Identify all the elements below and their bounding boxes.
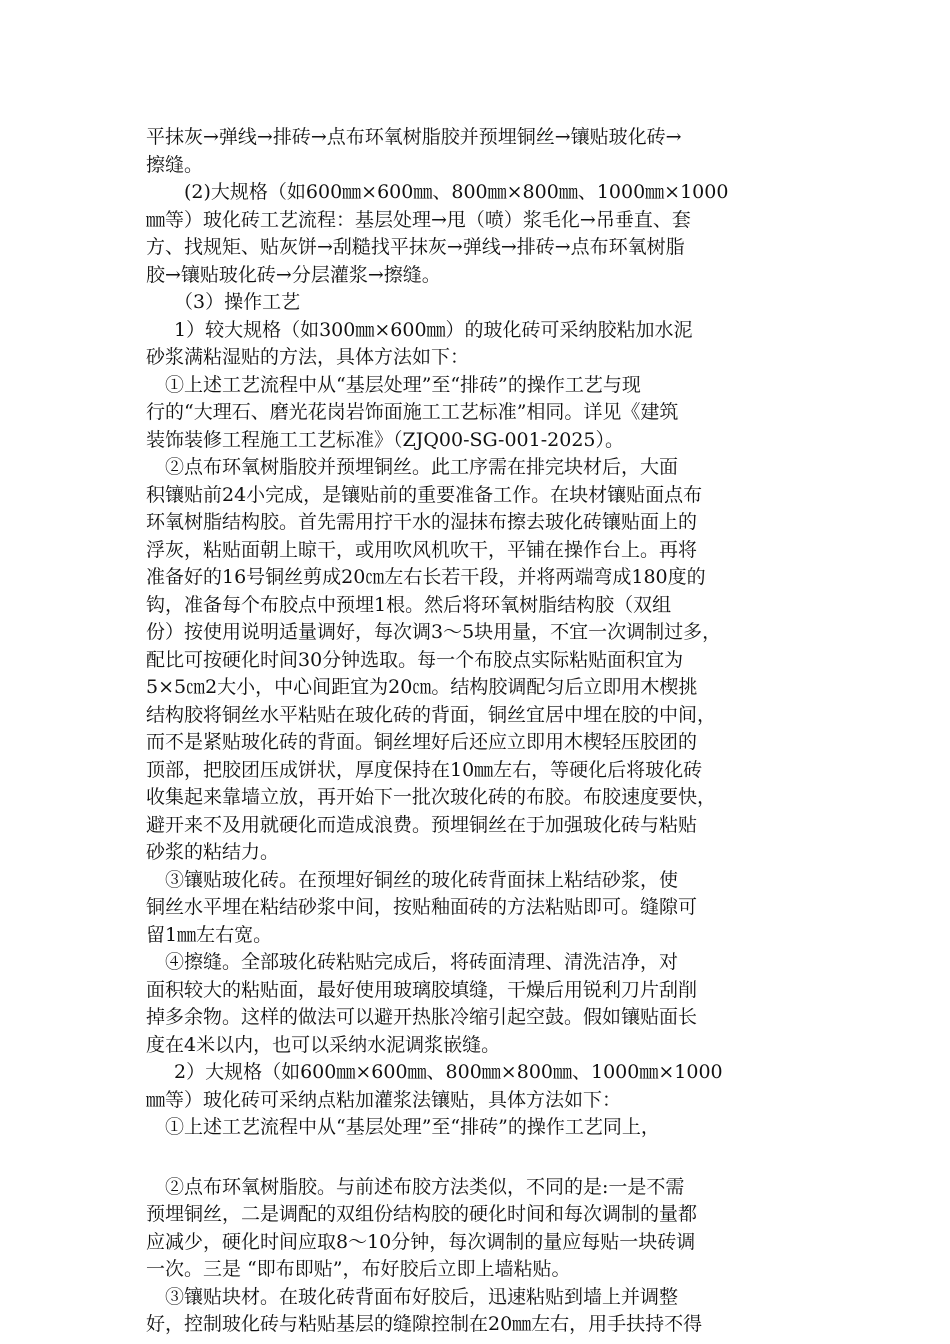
text-line: ①上述工艺流程中从“基层处理”至“排砖”的操作工艺与现 <box>165 373 641 396</box>
body-text <box>146 124 806 1339</box>
text-line: 面积较大的粘贴面，最好使用玻璃胶填缝，干燥后用锐利刀片刮削 <box>146 978 698 1001</box>
text-line: 一次。三是 “即布即贴”，布好胶后立即上墙粘贴。 <box>146 1258 571 1280</box>
text-line: 好，控制玻化砖与粘贴基层的缝隙控制在20㎜左右，用手扶持不得 <box>146 1313 703 1335</box>
text-line: 而不是紧贴玻化砖的背面。铜丝埋好后还应立即用木楔轻压胶团的 <box>146 731 698 753</box>
text-line: 避开来不及用就硬化而造成浪费。预埋铜丝在于加强玻化砖与粘贴 <box>146 813 698 836</box>
text-line: 积镶贴前24小完成，是镶贴前的重要准备工作。在块材镶贴面点布 <box>146 483 703 506</box>
text-line: ②点布环氧树脂胶并预埋铜丝。此工序需在排完块材后，大面 <box>165 456 679 478</box>
text-line: 准备好的16号铜丝剪成20㎝左右长若干段，并将两端弯成180度的 <box>146 566 706 588</box>
text-line: 平抹灰→弹线→排砖→点布环氧树脂胶并预埋铜丝→镶贴玻化砖→ <box>146 126 682 148</box>
text-line: ②点布环氧树脂胶。与前述布胶方法类似，不同的是:一是不需 <box>165 1175 685 1198</box>
text-line: ①上述工艺流程中从“基层处理”至“排砖”的操作工艺同上， <box>165 1116 660 1138</box>
text-line: 收集起来靠墙立放，再开始下一批次玻化砖的布胶。布胶速度要快， <box>146 786 717 808</box>
text-line: 浮灰，粘贴面朝上晾干，或用吹风机吹干，平铺在操作台上。再将 <box>146 538 698 561</box>
text-line: 砂浆满粘湿贴的方法，具体方法如下： <box>146 346 470 368</box>
text-line: 结构胶将铜丝水平粘贴在玻化砖的背面，铜丝宜居中埋在胶的中间， <box>146 703 717 726</box>
text-line: (2)大规格（如600㎜×600㎜、800㎜×800㎜、1000㎜×1000 <box>184 181 729 203</box>
text-line: 应减少，硬化时间应取8～10分钟，每次调制的量应每贴一块砖调 <box>146 1230 696 1253</box>
text-line: 顶部，把胶团压成饼状，厚度保持在10㎜左右，等硬化后将玻化砖 <box>146 758 703 781</box>
text-line: 留1㎜左右宽。 <box>146 923 273 946</box>
text-line: 1）较大规格（如300㎜×600㎜）的玻化砖可采纳胶粘加水泥 <box>174 318 693 341</box>
text-line: ㎜等）玻化砖工艺流程：基层处理→甩（喷）浆毛化→吊垂直、套 <box>146 208 691 231</box>
text-line: ㎜等）玻化砖可采纳点粘加灌浆法镶贴，具体方法如下： <box>146 1088 622 1111</box>
text-line: 砂浆的粘结力。 <box>146 841 280 863</box>
text-line: 预埋铜丝，二是调配的双组份结构胶的硬化时间和每次调制的量都 <box>146 1203 698 1225</box>
paragraph-gap <box>146 1142 806 1174</box>
text-line: 5×5㎝2大小，中心间距宜为20㎝。结构胶调配匀后立即用木楔挑 <box>146 676 698 698</box>
text-line: 擦缝。 <box>146 153 204 176</box>
text-line: 方、找规矩、贴灰饼→刮糙找平抹灰→弹线→排砖→点布环氧树脂 <box>146 236 685 258</box>
text-line: 2）大规格（如600㎜×600㎜、800㎜×800㎜、1000㎜×1000 <box>174 1061 723 1083</box>
text-line: 掉多余物。这样的做法可以避开热胀冷缩引起空鼓。假如镶贴面长 <box>146 1006 698 1028</box>
text-line: 钩，准备每个布胶点中预埋1根。然后将环氧树脂结构胶（双组 <box>146 593 672 616</box>
text-line: ③镶贴玻化砖。在预埋好铜丝的玻化砖背面抹上粘结砂浆，使 <box>165 868 679 891</box>
text-line: 配比可按硬化时间30分钟选取。每一个布胶点实际粘贴面积宜为 <box>146 648 684 671</box>
section-heading: （3）操作工艺 <box>174 291 301 313</box>
text-line: 环氧树脂结构胶。首先需用拧干水的湿抹布擦去玻化砖镶贴面上的 <box>146 511 698 533</box>
text-line: 份）按使用说明适量调好，每次调3～5块用量，不宜一次调制过多， <box>146 621 722 643</box>
text-line: ③镶贴块材。在玻化砖背面布好胶后，迅速粘贴到墙上并调整 <box>165 1285 679 1308</box>
text-line: 度在4米以内，也可以采纳水泥调浆嵌缝。 <box>146 1033 501 1056</box>
text-line: 铜丝水平埋在粘结砂浆中间，按贴釉面砖的方法粘贴即可。缝隙可 <box>146 896 698 918</box>
text-line: 行的“大理石、磨光花岗岩饰面施工工艺标准”相同。详见《建筑 <box>146 401 679 423</box>
text-line: 胶→镶贴玻化砖→分层灌浆→擦缝。 <box>146 263 441 286</box>
text-line: ④擦缝。全部玻化砖粘贴完成后，将砖面清理、清洗洁净，对 <box>165 951 679 973</box>
text-line: 装饰装修工程施工工艺标准》（ZJQ00-SG-001-2025）。 <box>146 428 624 451</box>
